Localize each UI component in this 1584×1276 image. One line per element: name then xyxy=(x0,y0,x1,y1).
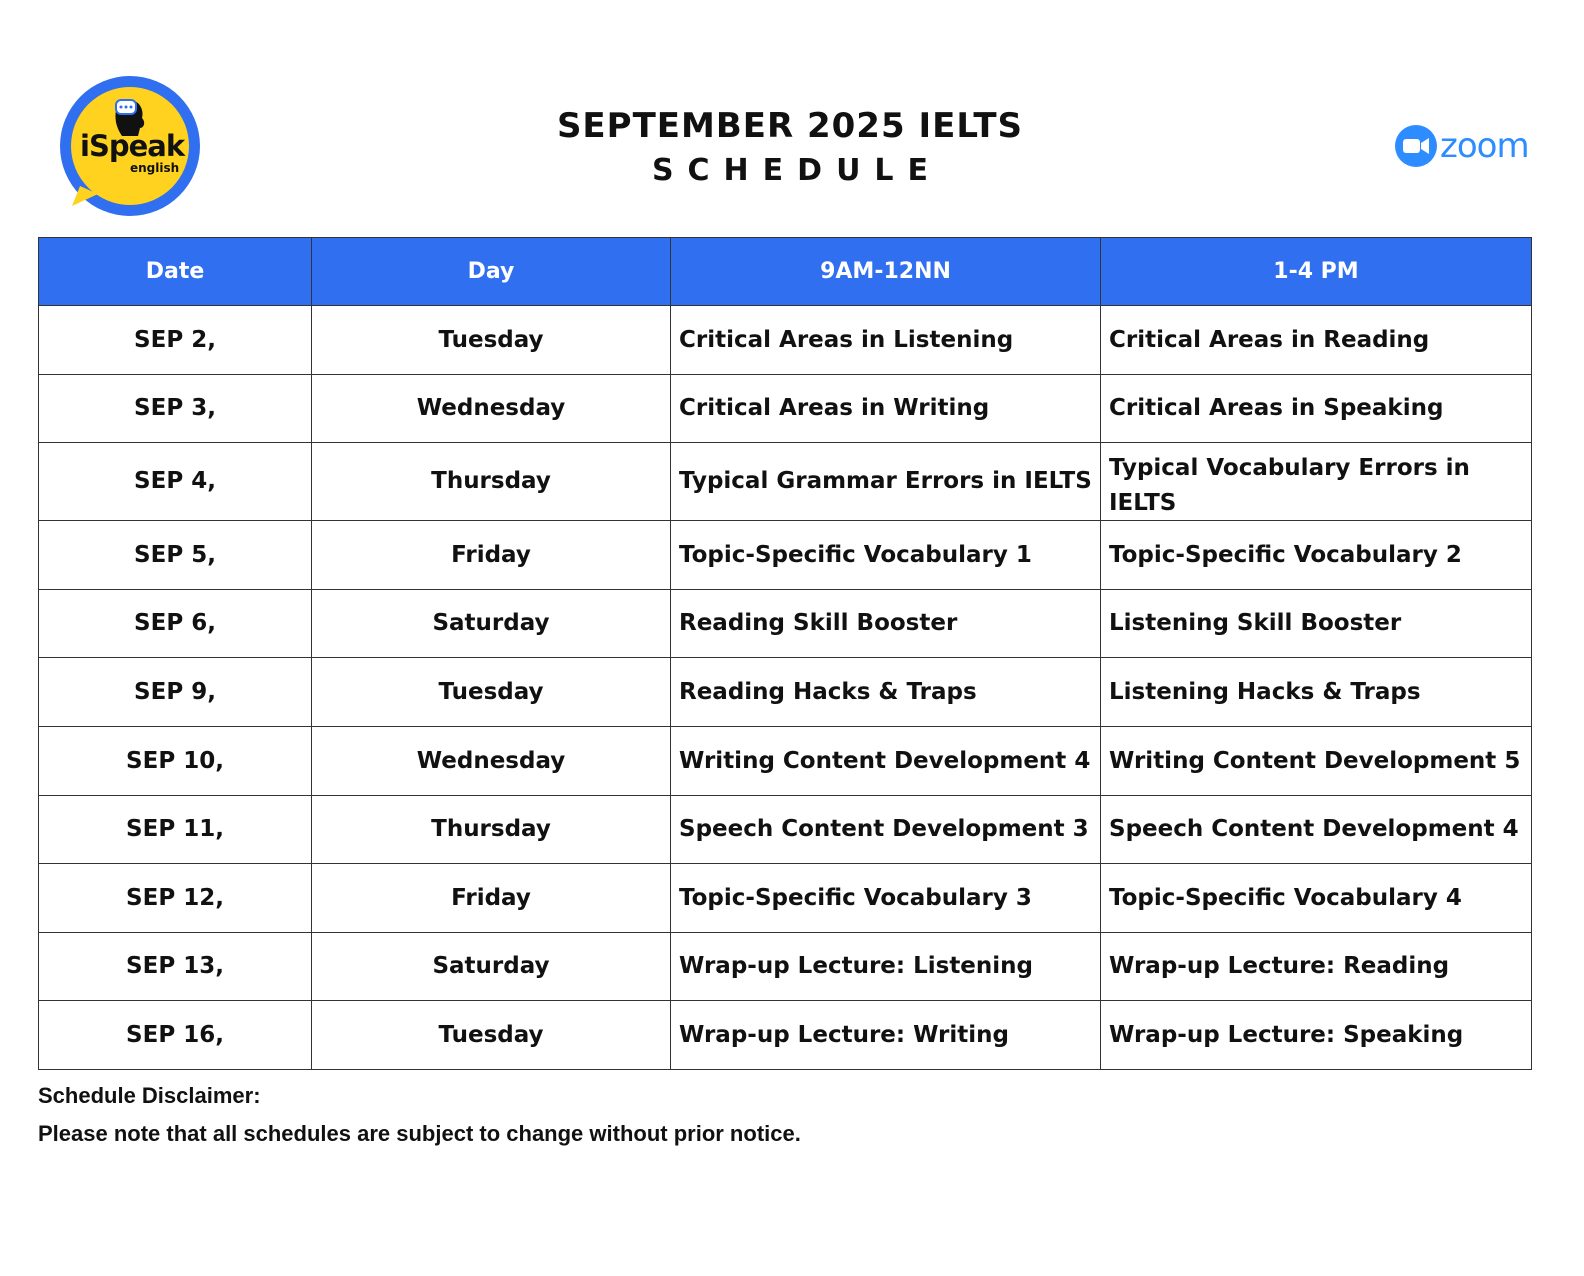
table-row xyxy=(39,864,1532,933)
column-header-date: Date xyxy=(39,238,312,306)
table-row xyxy=(39,589,1532,658)
table-row xyxy=(39,658,1532,727)
morning-session-cell: Reading Hacks & Traps xyxy=(671,658,1101,727)
table-row xyxy=(39,932,1532,1001)
morning-session-cell: Topic-Specific Vocabulary 3 xyxy=(671,864,1101,933)
afternoon-session-cell: Wrap-up Lecture: Reading xyxy=(1101,932,1532,1001)
table-header-row xyxy=(39,238,1532,306)
morning-session-cell: Critical Areas in Listening xyxy=(671,306,1101,375)
date-cell: SEP 3, xyxy=(39,374,312,443)
afternoon-session-cell: Typical Vocabulary Errors in IELTS xyxy=(1101,443,1532,521)
date-cell: SEP 16, xyxy=(39,1001,312,1070)
afternoon-session-cell: Critical Areas in Reading xyxy=(1101,306,1532,375)
date-cell: SEP 12, xyxy=(39,864,312,933)
morning-session-cell: Writing Content Development 4 xyxy=(671,726,1101,795)
zoom-camera-icon xyxy=(1394,124,1438,168)
afternoon-session-cell: Wrap-up Lecture: Speaking xyxy=(1101,1001,1532,1070)
logo-subtext: english xyxy=(130,161,180,175)
table-row xyxy=(39,726,1532,795)
date-cell: SEP 10, xyxy=(39,726,312,795)
morning-session-cell: Speech Content Development 3 xyxy=(671,795,1101,864)
table-row xyxy=(39,521,1532,590)
morning-session-cell: Typical Grammar Errors in IELTS xyxy=(671,443,1101,521)
day-cell: Saturday xyxy=(312,589,671,658)
table-row xyxy=(39,795,1532,864)
day-cell: Friday xyxy=(312,521,671,590)
page-title: SEPTEMBER 2025 IELTS xyxy=(556,106,1024,146)
schedule-table xyxy=(38,237,1532,1070)
morning-session-cell: Reading Skill Booster xyxy=(671,589,1101,658)
table-row xyxy=(39,374,1532,443)
disclaimer-heading: Schedule Disclaimer: xyxy=(38,1083,261,1108)
afternoon-session-cell: Speech Content Development 4 xyxy=(1101,795,1532,864)
zoom-logo xyxy=(1394,122,1529,170)
column-header-day: Day xyxy=(312,238,671,306)
afternoon-session-cell: Critical Areas in Speaking xyxy=(1101,374,1532,443)
page-subtitle: SCHEDULE xyxy=(651,153,943,188)
date-cell: SEP 5, xyxy=(39,521,312,590)
column-header-morning: 9AM-12NN xyxy=(671,238,1101,306)
date-cell: SEP 6, xyxy=(39,589,312,658)
day-cell: Saturday xyxy=(312,932,671,1001)
date-cell: SEP 11, xyxy=(39,795,312,864)
morning-session-cell: Critical Areas in Writing xyxy=(671,374,1101,443)
day-cell: Friday xyxy=(312,864,671,933)
afternoon-session-cell: Listening Skill Booster xyxy=(1101,589,1532,658)
zoom-wordmark: zoom xyxy=(1440,126,1529,166)
morning-session-cell: Topic-Specific Vocabulary 1 xyxy=(671,521,1101,590)
day-cell: Wednesday xyxy=(312,726,671,795)
date-cell: SEP 4, xyxy=(39,443,312,521)
afternoon-session-cell: Topic-Specific Vocabulary 4 xyxy=(1101,864,1532,933)
disclaimer-text: Please note that all schedules are subject to change without prior notice. xyxy=(38,1121,801,1146)
logo-wordmark: iSpeak xyxy=(80,129,185,163)
table-row xyxy=(39,1001,1532,1070)
afternoon-session-cell: Listening Hacks & Traps xyxy=(1101,658,1532,727)
day-cell: Tuesday xyxy=(312,1001,671,1070)
table-row xyxy=(39,443,1532,521)
column-header-afternoon: 1-4 PM xyxy=(1101,238,1532,306)
afternoon-session-cell: Topic-Specific Vocabulary 2 xyxy=(1101,521,1532,590)
date-cell: SEP 9, xyxy=(39,658,312,727)
afternoon-session-cell: Writing Content Development 5 xyxy=(1101,726,1532,795)
date-cell: SEP 13, xyxy=(39,932,312,1001)
day-cell: Thursday xyxy=(312,795,671,864)
day-cell: Thursday xyxy=(312,443,671,521)
date-cell: SEP 2, xyxy=(39,306,312,375)
morning-session-cell: Wrap-up Lecture: Listening xyxy=(671,932,1101,1001)
day-cell: Tuesday xyxy=(312,306,671,375)
morning-session-cell: Wrap-up Lecture: Writing xyxy=(671,1001,1101,1070)
day-cell: Wednesday xyxy=(312,374,671,443)
day-cell: Tuesday xyxy=(312,658,671,727)
table-row xyxy=(39,306,1532,375)
